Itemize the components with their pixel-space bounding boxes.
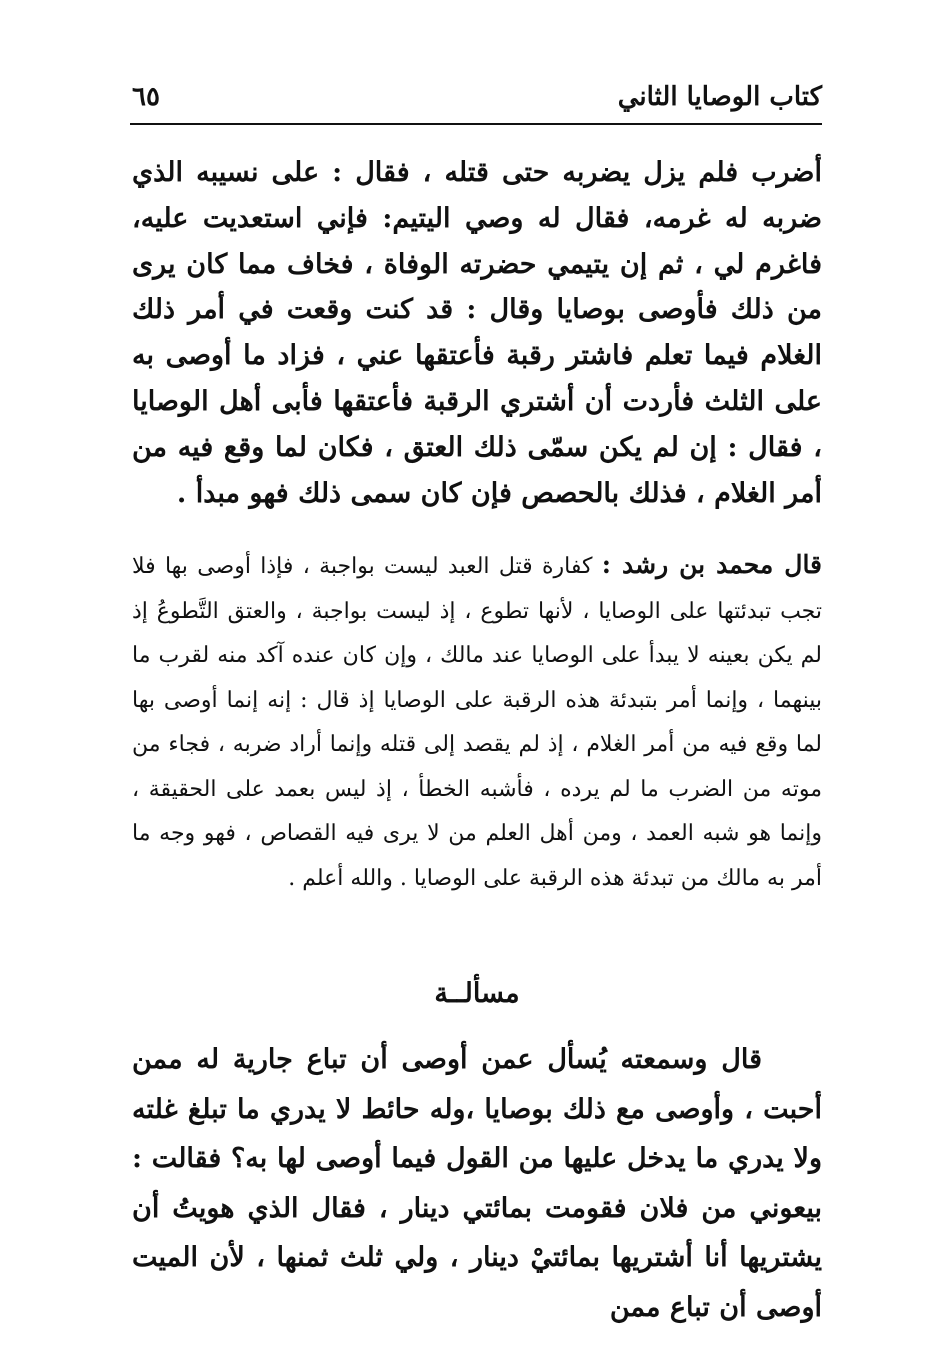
commentary-body: كفارة قتل العبد ليست بواجبة ، فإذا أوصى بها فلا تجب تبدئتها على الوصايا ، لأنها تطوع ، إذ ليست بواجبة ، والعتق التَّطوعُ إذ لم يكن بعينه لا يبدأ على الوصايا عند مالك ، وإن كان عنده آكد منه لقرب ما بينهما ، وإنما أمر بتبدئة هذه الرقبة على الوصايا إذ قال : إنه إنما أوصى بها لما وقع فيه من أمر الغلام ، إذ لم يقصد إلى قتله وإنما أراد ضربه ، فجاء من موته من الضرب ما لم يرده ، فأشبه الخطأ ، إذ ليس بعمد على الحقيقة ، وإنما هو شبه العمد ، ومن أهل العلم من لا يرى فيه القصاص ، فهو وجه ما أمر به مالك من تبدئة هذه الرقبة على الوصايا . والله أعلم .	[132, 554, 822, 891]
paragraph-continued-text: أضرب فلم يزل يضربه حتى قتله ، فقال : على نسيبه الذي ضربه له غرمه، فقال له وصي اليتيم: فإني استعديت عليه، فاغرم لي ، ثم إن يتيمي حضرته الوفاة ، فخاف مما كان يرى من ذلك فأوصى بوصايا وقال : قد كنت وقعت في أمر ذلك الغلام فيما تعلم فاشتر رقبة فأعتقها عني ، فزاد ما أوصى به على الثلث فأردت أن أشتري الرقبة فأعتقها فأبى أهل الوصايا ، فقال : إن لم يكن سمّى ذلك العتق ، فكان لما وقع فيه من أمر الغلام ، فذلك بالحصص فإن كان سمى ذلك فهو مبدأ .	[132, 157, 822, 509]
running-header-title: كتاب الوصايا الثاني	[617, 82, 822, 112]
commentary-lead: قال محمد بن رشد :	[601, 550, 823, 579]
page-number: ٦٥	[132, 82, 160, 112]
paragraph-masala-text: قال وسمعته يُسأل عمن أوصى أن تباع جارية له ممن أحبت ، وأوصى مع ذلك بوصايا ،وله حائط لا يدري ما تبلغ غلته ولا يدري ما يدخل عليها من القول فيما أوصى لها به؟ فقالت : بيعوني من فلان فقومت بمائتي دينار ، فقال الذي هويتُ أن يشتريها أنا أشتريها بمائتيْ دينار ، ولي ثلث ثمنها ، لأن الميت أوصى أن تباع ممن	[132, 1044, 822, 1323]
header-divider	[130, 123, 822, 125]
paragraph-commentary	[132, 543, 822, 901]
section-heading-masala: مسألــة	[434, 978, 520, 1009]
running-header	[132, 78, 822, 122]
